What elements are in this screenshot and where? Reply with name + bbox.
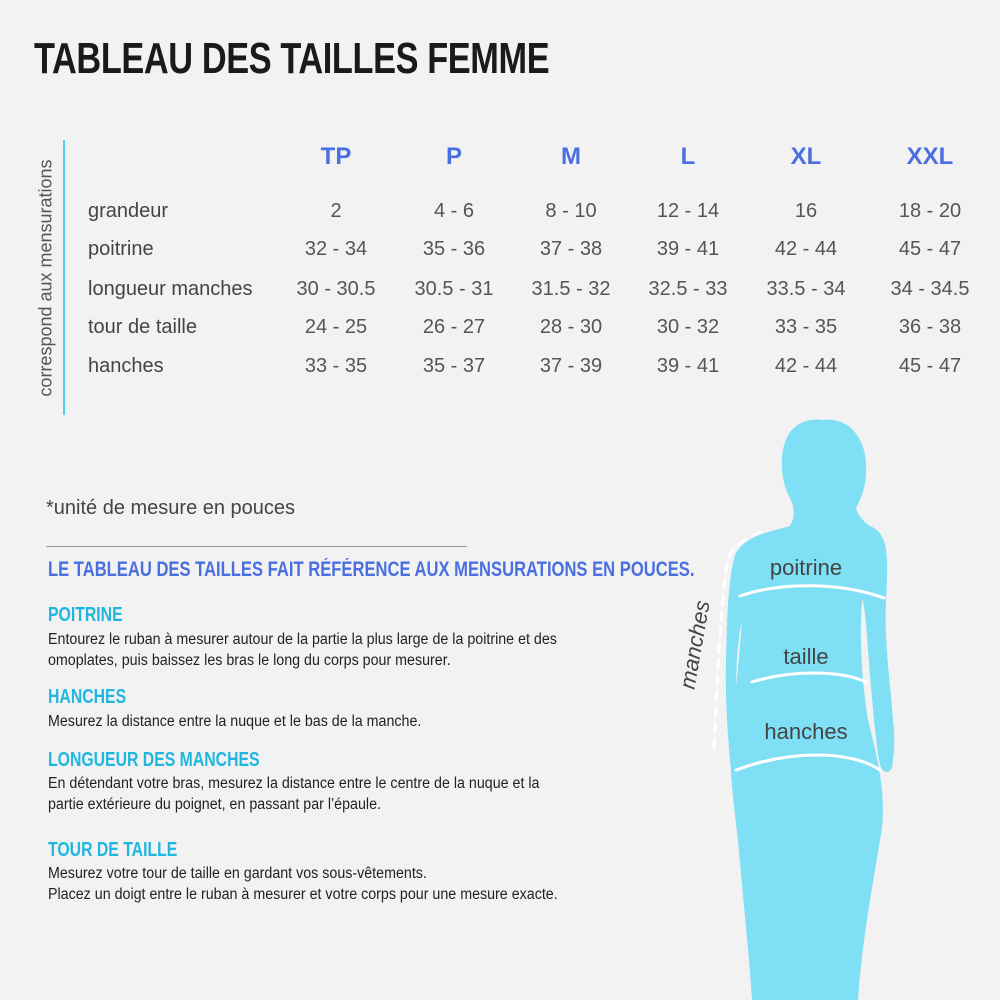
table-cell: 36 - 38 — [898, 316, 962, 338]
section-body-longueur-manches — [48, 773, 572, 815]
table-cell: 31.5 - 32 — [531, 278, 611, 300]
row-label: tour de taille — [88, 316, 197, 338]
poitrine-figure-label: poitrine — [769, 555, 843, 580]
table-cell: 16 — [794, 200, 818, 222]
hanches-figure-label: hanches — [764, 719, 848, 744]
page-title: TABLEAU DES TAILLES FEMME — [34, 34, 550, 83]
size-header-xxl: XXL — [906, 143, 954, 170]
table-cell: 35 - 36 — [422, 238, 486, 260]
section-title-longueur-manches: LONGUEUR DES MANCHES — [48, 749, 260, 771]
row-label: poitrine — [88, 238, 154, 260]
table-cell: 39 - 41 — [656, 238, 720, 260]
section-title-poitrine: POITRINE — [48, 604, 123, 626]
table-cell: 18 - 20 — [898, 200, 962, 222]
table-cell: 32 - 34 — [304, 238, 368, 260]
section-line: En détendant votre bras, mesurez la distance entre le centre de la nuque et la — [48, 775, 540, 792]
table-cell: 30 - 30.5 — [296, 278, 376, 300]
body-silhouette-figure — [640, 400, 1000, 1000]
body-silhouette — [726, 420, 894, 1000]
table-cell: 33.5 - 34 — [766, 278, 846, 300]
table-cell: 45 - 47 — [898, 355, 962, 377]
size-header-xl: XL — [790, 143, 822, 170]
divider — [46, 546, 467, 547]
table-cell: 30 - 32 — [656, 316, 720, 338]
section-line: Entourez le ruban à mesurer autour de la partie la plus large de la poitrine et des — [48, 631, 557, 648]
section-line: omoplates, puis baissez les bras le long du corps pour mesurer. — [48, 652, 451, 669]
table-cell: 12 - 14 — [656, 200, 720, 222]
table-cell: 33 - 35 — [774, 316, 838, 338]
size-header-p: P — [445, 143, 463, 170]
reference-heading: LE TABLEAU DES TAILLES FAIT RÉFÉRENCE AUX MENSURATIONS EN POUCES. — [48, 558, 695, 581]
section-body-hanches — [48, 711, 572, 732]
table-cell: 34 - 34.5 — [890, 278, 970, 300]
row-label: hanches — [88, 355, 164, 377]
table-cell: 8 - 10 — [545, 200, 597, 222]
table-cell: 37 - 38 — [539, 238, 603, 260]
section-line: partie extérieure du poignet, en passant par l’épaule. — [48, 796, 381, 813]
section-body-tour-de-taille — [48, 863, 572, 905]
table-cell: 45 - 47 — [898, 238, 962, 260]
section-body-poitrine — [48, 629, 572, 671]
row-label: grandeur — [88, 200, 169, 222]
size-header-tp: TP — [320, 143, 352, 170]
section-line: Mesurez votre tour de taille en gardant vos sous-vêtements. — [48, 865, 427, 882]
table-cell: 4 - 6 — [433, 200, 475, 222]
unit-note: *unité de mesure en pouces — [46, 497, 296, 519]
side-label: correspond aux mensurations — [35, 159, 56, 397]
section-line: Mesurez la distance entre la nuque et le bas de la manche. — [48, 713, 422, 730]
table-cell: 42 - 44 — [774, 355, 838, 377]
section-title-hanches: HANCHES — [48, 686, 127, 708]
section-line: Placez un doigt entre le ruban à mesurer et votre corps pour une mesure exacte. — [48, 886, 558, 903]
manches-figure-label: manches — [674, 598, 715, 691]
table-cell: 30.5 - 31 — [414, 278, 494, 300]
table-cell: 26 - 27 — [422, 316, 486, 338]
taille-figure-label: taille — [783, 644, 829, 669]
size-header-m: M — [561, 143, 581, 170]
size-table — [0, 0, 1000, 400]
table-cell: 2 — [330, 200, 342, 222]
table-cell: 32.5 - 33 — [648, 278, 728, 300]
section-title-tour-de-taille: TOUR DE TAILLE — [48, 839, 178, 861]
table-cell: 33 - 35 — [304, 355, 368, 377]
size-header-l: L — [680, 143, 696, 170]
table-cell: 28 - 30 — [539, 316, 603, 338]
row-label: longueur manches — [88, 278, 253, 300]
table-cell: 37 - 39 — [539, 355, 603, 377]
table-cell: 24 - 25 — [304, 316, 368, 338]
table-cell: 35 - 37 — [422, 355, 486, 377]
table-cell: 42 - 44 — [774, 238, 838, 260]
table-cell: 39 - 41 — [656, 355, 720, 377]
